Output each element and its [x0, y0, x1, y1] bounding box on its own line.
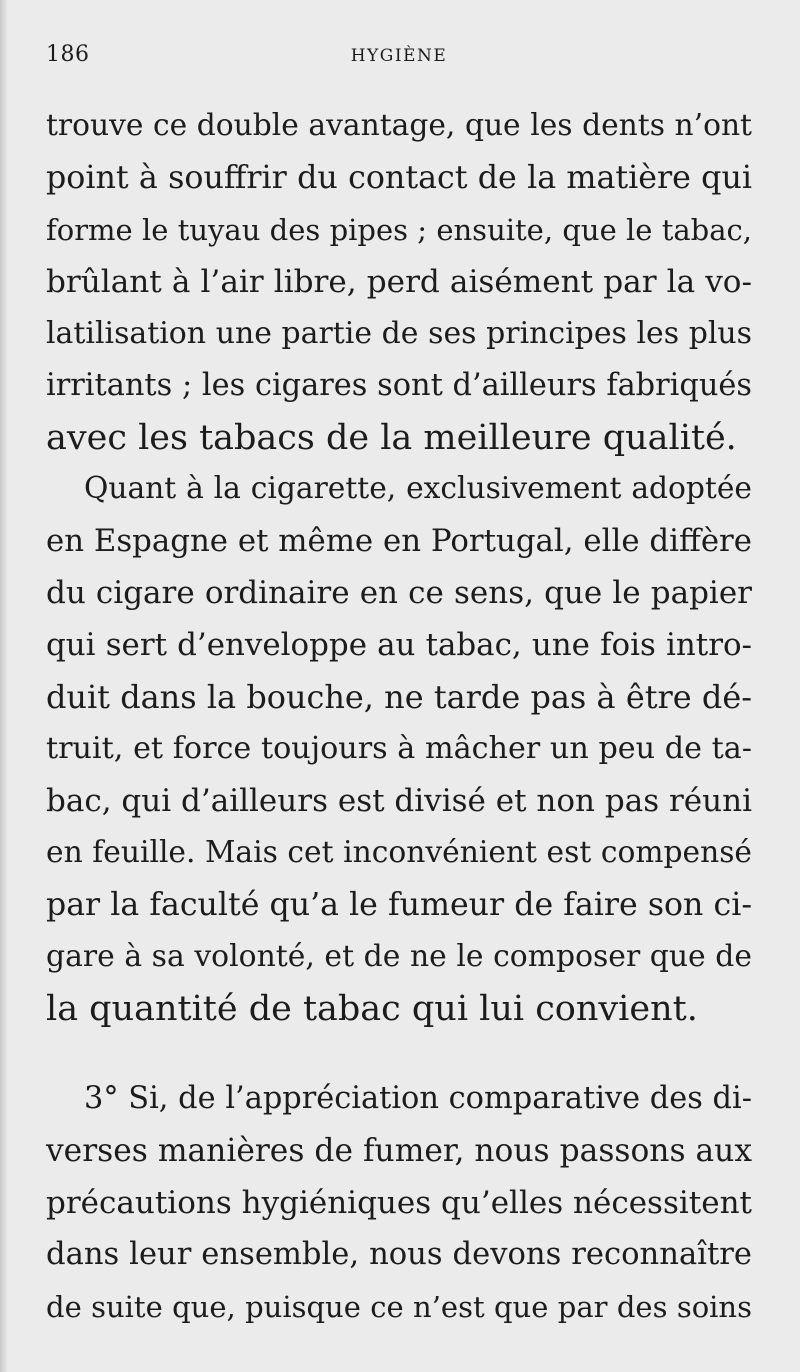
text-line: duit dans la bouche, ne tarde pas à être dé- — [46, 678, 752, 716]
text-line: latilisation une partie de ses principes les plus — [46, 316, 752, 351]
text-line: trouve ce double avantage, que les dents n’ont — [46, 108, 752, 143]
text-line: la quantité de tabac qui lui convient. — [46, 989, 698, 1029]
text-line: brûlant à l’air libre, perd aisément par la vo- — [46, 264, 752, 300]
page-gutter-shadow — [0, 0, 8, 1372]
text-line: forme le tuyau des pipes ; ensuite, que le tabac, — [46, 213, 752, 247]
text-line: gare à sa volonté, et de ne le composer que de — [46, 939, 752, 974]
text-line: Quant à la cigarette, exclusivement adoptée — [84, 471, 752, 506]
text-line: bac, qui d’ailleurs est divisé et non pas réuni — [46, 783, 752, 819]
page-number: 186 — [46, 42, 90, 67]
text-line: 3° Si, de l’appréciation comparative des di- — [84, 1081, 752, 1116]
text-line: du cigare ordinaire en ce sens, que le papier — [46, 575, 752, 611]
text-line: truit, et force toujours à mâcher un peu de ta- — [46, 731, 752, 766]
text-line: par la faculté qu’a le fumeur de faire son ci- — [46, 887, 752, 923]
paragraph — [46, 1073, 752, 1333]
text-line: en Espagne et même en Portugal, elle diffère — [46, 523, 752, 559]
paragraph — [46, 463, 752, 1035]
text-line: de suite que, puisque ce n’est que par des soins — [46, 1290, 752, 1324]
running-head: HYGIÈNE — [350, 46, 448, 66]
page-header — [46, 42, 752, 76]
text-line: en feuille. Mais cet inconvénient est compensé — [46, 835, 752, 870]
text-line: dans leur ensemble, nous devons reconnaître — [46, 1237, 752, 1272]
paragraph — [46, 100, 752, 464]
text-line: qui sert d’enveloppe au tabac, une fois intro- — [46, 627, 752, 663]
text-line: point à souffrir du contact de la matière qui — [46, 160, 752, 196]
text-line: précautions hygiéniques qu’elles nécessitent — [46, 1185, 752, 1221]
text-line: verses manières de fumer, nous passons aux — [46, 1133, 752, 1169]
text-line: irritants ; les cigares sont d’ailleurs fabriqués — [46, 368, 752, 403]
text-line: avec les tabacs de la meilleure qualité. — [46, 418, 737, 458]
